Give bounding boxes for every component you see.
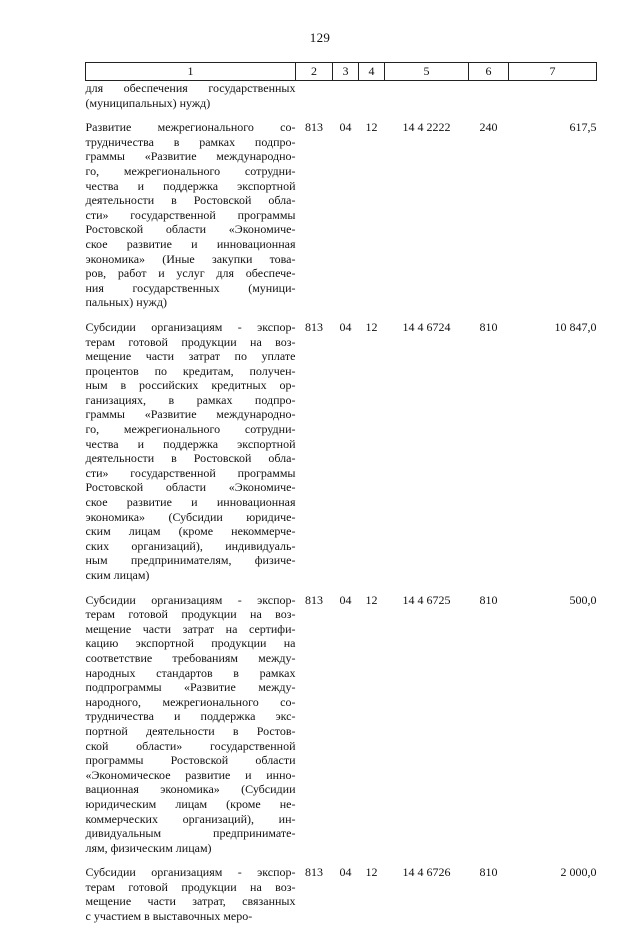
section-code-cell: 04 [339, 319, 352, 334]
description-line: программы Ростовской области [85, 753, 296, 768]
section-code-cell: 04 [339, 865, 352, 880]
table-row [86, 81, 597, 117]
page-number: 129 [309, 30, 331, 45]
column-header-7: 7 [509, 63, 597, 81]
description-line: лям, физическим лицам) [85, 840, 212, 855]
column-header-5: 5 [385, 63, 469, 81]
description-line: терам готовой продукции на воз- [85, 879, 296, 894]
amount-cell: 10 847,0 [554, 319, 597, 334]
row-description [86, 116, 296, 316]
column-header-1: 1 [86, 63, 296, 81]
ministry-code-cell: 813 [305, 120, 323, 135]
column-header-2: 2 [296, 63, 333, 81]
description-line: ров, работ и услуг для обеспече- [85, 266, 296, 281]
description-line: граммы «Развитие международно- [85, 407, 296, 422]
subsection-code-cell: 12 [365, 865, 378, 880]
description-line: кацию экспортной продукции на [85, 636, 296, 651]
ministry-code-cell [296, 81, 333, 117]
header-row [86, 63, 597, 81]
description-line: ным в российских кредитных ор- [85, 378, 296, 393]
description-line: юридическим лицам (кроме не- [85, 796, 296, 811]
description-line: трудничества и поддержка экс- [85, 709, 296, 724]
row-description [86, 861, 296, 929]
description-line: ской области» государственной [85, 738, 296, 753]
description-line: мещение части затрат на сертифи- [85, 621, 296, 636]
expense-type-cell: 810 [479, 865, 498, 880]
row-description [86, 316, 296, 589]
ministry-code-cell: 813 [305, 592, 323, 607]
ministry-code-cell: 813 [305, 319, 323, 334]
description-line: экономика» (Иные закупки това- [85, 251, 296, 266]
target-article-cell: 14 4 6726 [402, 865, 451, 880]
description-line: мещение части затрат, связанных [85, 894, 296, 909]
description-line: Субсидии организациям - экспор- [85, 865, 296, 880]
target-article-cell: 14 4 6725 [402, 592, 451, 607]
column-header-6: 6 [469, 63, 509, 81]
description-line: ское развитие и инновационная [85, 236, 296, 251]
description-line: Развитие межрегионального со- [85, 120, 296, 135]
description-line: подпрограммы «Развитие между- [85, 680, 296, 695]
description-line: чества и поддержка экспортной [85, 178, 296, 193]
description-line: Субсидии организациям - экспор- [85, 592, 296, 607]
description-line: ское развитие и инновационная [85, 495, 296, 510]
description-line: Ростовской области «Экономиче- [85, 222, 296, 237]
description-line: чества и поддержка экспортной [85, 436, 296, 451]
subsection-code-cell [359, 81, 385, 117]
description-line: процентов по кредитам, получен- [85, 363, 296, 378]
subsection-code-cell: 12 [365, 592, 378, 607]
table-row [86, 116, 597, 316]
description-line: деятельности в Ростовской обла- [85, 451, 296, 466]
description-line: для обеспечения государственных [85, 81, 296, 95]
description-line: Ростовской области «Экономиче- [85, 480, 296, 495]
expense-type-cell: 240 [479, 120, 498, 135]
description-line: терам готовой продукции на воз- [85, 607, 296, 622]
target-article-cell: 14 4 2222 [402, 120, 451, 135]
description-line: го, межрегионального сотрудни- [85, 422, 296, 437]
table-row [86, 589, 597, 862]
amount-cell: 2 000,0 [560, 865, 597, 880]
description-line: ным предпринимателям, физиче- [85, 553, 296, 568]
description-line: коммерческих организаций), ин- [85, 811, 296, 826]
row-description [86, 81, 296, 117]
description-line: ским лицам (кроме некоммерче- [85, 524, 296, 539]
description-line: портной деятельности в Ростов- [85, 723, 296, 738]
column-header-4: 4 [359, 63, 385, 81]
description-line: Субсидии организациям - экспор- [85, 319, 296, 334]
description-line: с участием в выставочных меро- [85, 909, 253, 924]
column-header-3: 3 [333, 63, 359, 81]
description-line: трудничества в рамках подпро- [85, 134, 296, 149]
description-line: сти» государственной программы [85, 207, 296, 222]
subsection-code-cell: 12 [365, 120, 378, 135]
section-code-cell: 04 [339, 592, 352, 607]
description-line: ганизациях, в рамках подпро- [85, 392, 296, 407]
description-line: ских организаций), индивидуаль- [85, 538, 296, 553]
description-line: сти» государственной программы [85, 465, 296, 480]
target-article-cell [385, 81, 469, 117]
table-row [86, 861, 597, 929]
section-code-cell: 04 [339, 120, 352, 135]
description-line: (муниципальных) нужд) [85, 95, 211, 110]
description-line: терам готовой продукции на воз- [85, 334, 296, 349]
amount-cell [509, 81, 597, 117]
row-description [86, 589, 296, 862]
description-line: мещение части затрат по уплате [85, 349, 296, 364]
section-code-cell [333, 81, 359, 117]
description-line: ния государственных (муници- [85, 280, 296, 295]
amount-cell: 617,5 [569, 120, 597, 135]
description-line: ским лицам) [85, 568, 150, 582]
target-article-cell: 14 4 6724 [402, 319, 451, 334]
description-line: вационная экономика» (Субсидии [85, 782, 296, 797]
description-line: го, межрегионального сотрудни- [85, 163, 296, 178]
table-header [86, 63, 597, 81]
table-body [86, 81, 597, 930]
expense-type-cell: 810 [479, 592, 498, 607]
description-line: народного, межрегионального со- [85, 694, 296, 709]
ministry-code-cell: 813 [305, 865, 323, 880]
description-line: экономика» (Субсидии юридиче- [85, 509, 296, 524]
table-row [86, 316, 597, 589]
description-line: деятельности в Ростовской обла- [85, 193, 296, 208]
amount-cell: 500,0 [569, 592, 597, 607]
description-line: «Экономическое развитие и инно- [85, 767, 296, 782]
expense-type-cell: 810 [479, 319, 498, 334]
description-line: народных стандартов в рамках [85, 665, 296, 680]
expense-type-cell [469, 81, 509, 117]
description-line: соответствие требованиям между- [85, 650, 296, 665]
description-line: граммы «Развитие международно- [85, 149, 296, 164]
budget-table [85, 62, 597, 930]
description-line: пальных) нужд) [85, 295, 167, 310]
description-line: дивидуальным предпринимате- [85, 826, 296, 841]
subsection-code-cell: 12 [365, 319, 378, 334]
